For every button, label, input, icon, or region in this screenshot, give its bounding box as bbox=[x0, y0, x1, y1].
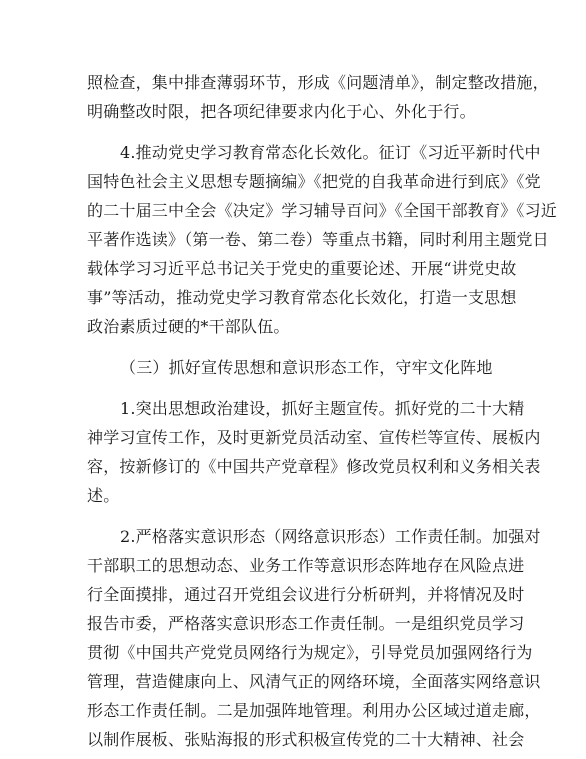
text-line: 平著作选读》（第一卷、第二卷）等重点书籍，同时利用主题党日 bbox=[87, 230, 549, 249]
document-body bbox=[87, 68, 558, 754]
paragraph-2 bbox=[87, 138, 558, 341]
paragraph-gap bbox=[87, 510, 507, 522]
text-line: 国特色社会主义思想专题摘编》《把党的自我革命进行到底》《党 bbox=[87, 172, 541, 191]
paragraph-gap bbox=[87, 382, 507, 394]
text-line: 1.突出思想政治建设，抓好主题宣传。抓好党的二十大精 bbox=[120, 399, 525, 418]
text-line: 以制作展板、张贴海报的形式积极宣传党的二十大精神、社会 bbox=[87, 730, 525, 749]
text-line: 行全面摸排，通过召开党组会议进行分析研判，并将情况及时 bbox=[87, 585, 525, 604]
paragraph-gap bbox=[87, 341, 507, 353]
text-line: 管理，营造健康向上、风清气正的网络环境，全面落实网络意识 bbox=[87, 672, 541, 691]
text-line: 事”等活动，推动党史学习教育常态化长效化，打造一支思想 bbox=[87, 288, 517, 307]
text-line: 神学习宣传工作，及时更新党员活动室、宣传栏等宣传、展板内 bbox=[87, 428, 541, 447]
text-line: 4.推动党史学习教育常态化长效化。征订《习近平新时代中 bbox=[120, 143, 541, 162]
paragraph-4 bbox=[87, 522, 541, 754]
text-line: 2.严格落实意识形态（网络意识形态）工作责任制。加强对 bbox=[120, 527, 541, 546]
text-line: 明确整改时限，把各项纪律要求内化于心、外化于行。 bbox=[87, 102, 476, 121]
text-line: 述。 bbox=[87, 486, 120, 505]
section-heading: （三）抓好宣传思想和意识形态工作，守牢文化阵地 bbox=[120, 358, 493, 377]
paragraph-gap bbox=[87, 126, 507, 138]
text-line: 照检查，集中排查薄弱环节，形成《问题清单》，制定整改措施， bbox=[87, 73, 549, 92]
text-line: 政治素质过硬的*干部队伍。 bbox=[87, 317, 290, 336]
text-line: 形态工作责任制。二是加强阵地管理。利用办公区域过道走廊， bbox=[87, 701, 541, 720]
text-line: 干部职工的思想动态、业务工作等意识形态阵地存在风险点进 bbox=[87, 556, 525, 575]
text-line: 载体学习习近平总书记关于党史的重要论述、开展“讲党史故 bbox=[87, 259, 517, 278]
text-line: 贯彻《中国共产党党员网络行为规定》，引导党员加强网络行为 bbox=[87, 643, 533, 662]
paragraph-3 bbox=[87, 394, 541, 510]
text-line: 的二十届三中全会《决定》学习辅导百问》《全国干部教育》《习近 bbox=[87, 201, 558, 220]
paragraph-1 bbox=[87, 68, 549, 126]
text-line: 报告市委，严格落实意识形态工作责任制。一是组织党员学习 bbox=[87, 614, 525, 633]
text-line: 容，按新修订的《中国共产党章程》修改党员权利和义务相关表 bbox=[87, 457, 541, 476]
